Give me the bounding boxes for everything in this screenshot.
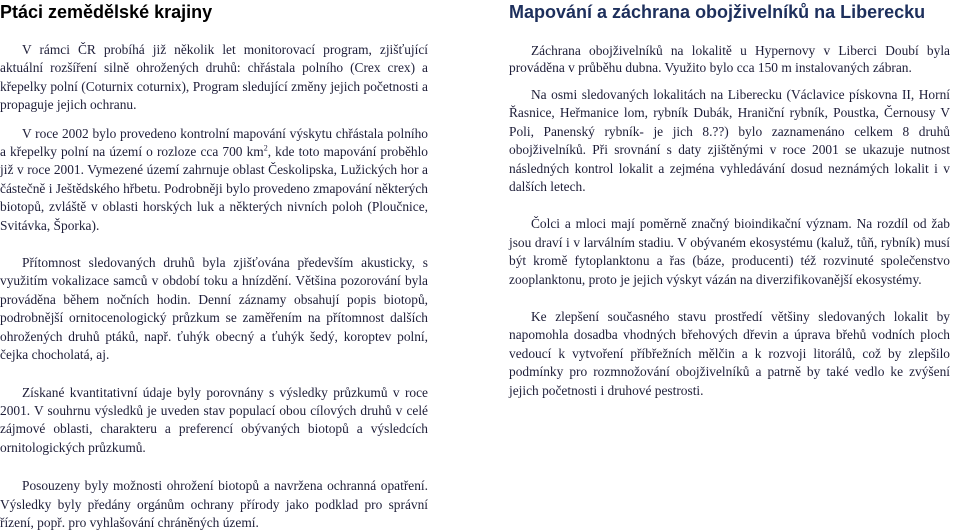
left-paragraph-3: Přítomnost sledovaných druhů byla zjišťována především akusticky, s využitím vokalizace samců v období toku a hnízdění. Většina pozorování byla prováděna během nočních hodin. Denní záznamy obsahují popis biotopů, podrobnější ornitocenologický průzkum se zaměřením na přítomnost dalších ohrožených druhů ptáků, např. ťuhýk obecný a ťuhýk šedý, koroptev polní, čejka chocholatá, aj.: [0, 255, 428, 363]
left-paragraph-1: V rámci ČR probíhá již několik let monitorovací program, zjišťující aktuální rozšíření silně ohrožených druhů: chřástala polního (Crex crex) a křepelky polní (Coturnix coturnix), Program sledující změny jejich početnosti a propaguje jejich ochranu.: [0, 42, 428, 113]
left-paragraph-4: Získané kvantitativní údaje byly porovnány s výsledky průzkumů v roce 2001. V souhrnu výsledků je uveden stav populací obou cílových druhů v celé zájmové oblasti, charakteru a preferencí obývaných biotopů a výsledcích ornitologických průzkumů.: [0, 384, 428, 455]
left-paragraph-2-text-b: , kde toto mapování proběhlo již v roce 2001. Vymezené území zahrnuje oblast Českolipska, Lužických hor a částečně i Ještědského hřbetu. Podrobněji bylo provedeno zmapování některých biotopů, zvláště v oblasti horských luk a některých nivních poloh (Ploučnice, Svitávka, Šporka).: [0, 144, 428, 233]
left-paragraph-5: Posouzeny byly možnosti ohrožení biotopů a navržena ochranná opatření. Výsledky byly předány orgánům ochrany přírody jako podklad pro správní řízení, popř. pro vyhlašování chráněných území.: [0, 478, 428, 530]
right-paragraph-3: Čolci a mloci mají poměrně značný bioindikační význam. Na rozdíl od žab jsou draví i v larválním stadiu. V obývaném ekosystému (kaluž, tůň, rybník) musí být kromě fytoplanktonu a řas (báze, producenti) též rozvinuté společenstvo zooplanktonu, proto je jejich výskyt vázán na diverzifikovanější ekosystémy.: [509, 216, 950, 287]
left-paragraph-2: [0, 125, 428, 235]
right-paragraph-2: Na osmi sledovaných lokalitách na Liberecku (Václavice pískovna II, Horní Řasnice, Heřmanice lom, rybník Dubák, Hraniční rybník, Poustka, Černousy V Poli, Panenský rybník- je jich 8.??) bylo zaznamenáno celkem 8 druhů obojživelníků. Při srovnání s daty zjištěnými v roce 2001 se ukazuje nutnost následných kontrol lokalit a zejména vyhledávání dosud neznámých lokalit i v dalších letech.: [509, 87, 950, 195]
right-column: [509, 0, 950, 400]
left-heading: Ptáci zemědělské krajiny: [0, 2, 213, 22]
left-column: [0, 0, 428, 532]
right-paragraph-4: Ke zlepšení současného stavu prostředí většiny sledovaných lokalit by napomohla dosadba vhodných břehových dřevin a úprava břehů vodních ploch vedoucí k vytvoření příbřežních mělčin a k rozvoji litorálů, což by zlepšilo podmínky pro rozmnožování obojživelníků a patrně by také vedlo ke zvýšení jejich početnosti i druhové pestrosti.: [509, 309, 950, 398]
right-heading: Mapování a záchrana obojživelníků na Liberecku: [509, 2, 926, 22]
left-paragraph-2-text-a: V roce 2002 bylo provedeno kontrolní mapování výskytu chřástala polního a křepelky polní na území o rozloze cca 700 km: [0, 125, 428, 160]
right-paragraph-1: Záchrana obojživelníků na lokalitě u Hypernovy v Liberci Doubí byla prováděna v průběhu dubna. Využito bylo cca 150 m instalovaných zábran.: [509, 43, 950, 75]
superscript: 2: [263, 143, 268, 153]
